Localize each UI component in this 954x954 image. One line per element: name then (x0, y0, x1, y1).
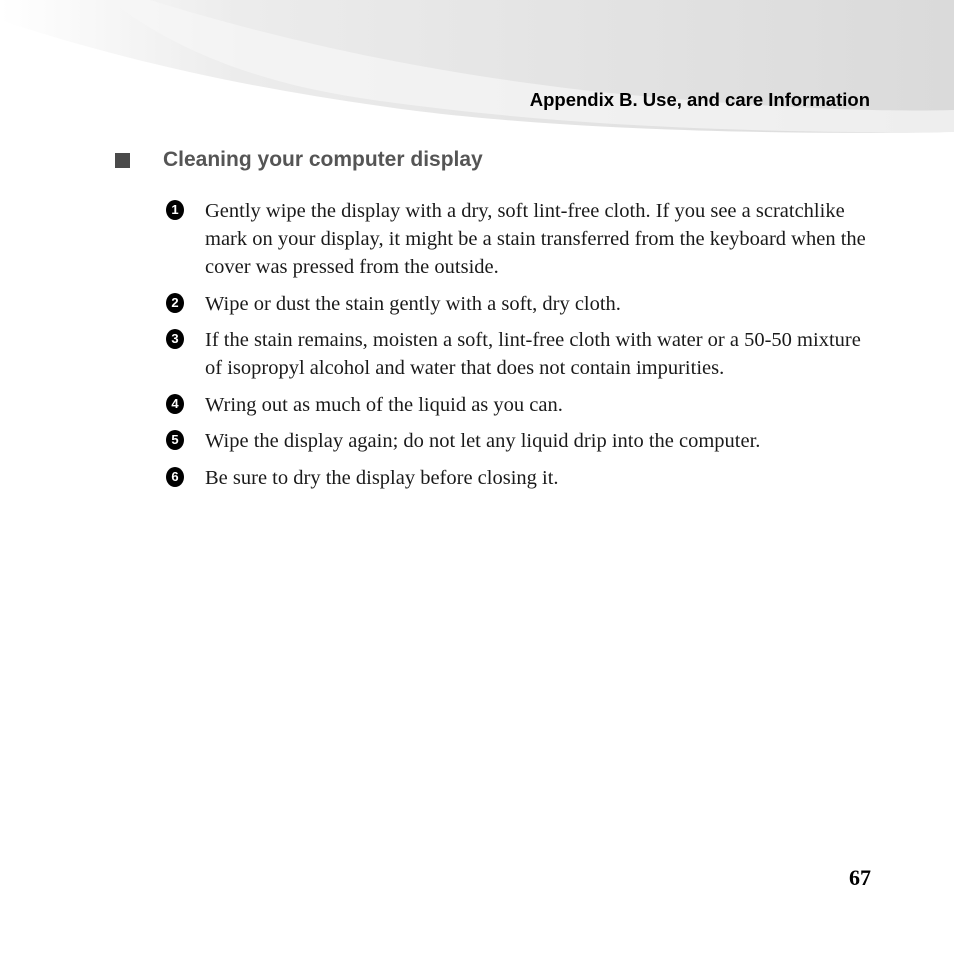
square-bullet-icon (115, 153, 130, 168)
running-head: Appendix B. Use, and care Information (529, 89, 870, 110)
step-number-2: 2 (166, 293, 184, 313)
step-list (166, 197, 876, 500)
section-heading (115, 148, 483, 172)
step-item-5 (166, 427, 876, 455)
step-number-6: 6 (166, 467, 184, 487)
step-number-4: 4 (166, 394, 184, 414)
step-item-6 (166, 464, 876, 492)
step-text-5: Wipe the display again; do not let any liquid drip into the computer. (205, 430, 761, 452)
step-number-5: 5 (166, 430, 184, 450)
header-decoration (0, 0, 954, 140)
step-number-1: 1 (166, 200, 184, 220)
step-item-3 (166, 326, 876, 382)
page-number: 67 (849, 865, 871, 890)
step-text-3: If the stain remains, moisten a soft, lint-free cloth with water or a 50-50 mixture of isopropyl alcohol and water that does not contain impurities. (205, 329, 861, 379)
step-text-4: Wring out as much of the liquid as you can. (205, 393, 563, 416)
step-item-1 (166, 197, 876, 281)
step-item-2 (166, 290, 876, 318)
step-text-2: Wipe or dust the stain gently with a soft, dry cloth. (205, 292, 621, 315)
step-number-3: 3 (166, 329, 184, 349)
step-text-6: Be sure to dry the display before closing it. (205, 466, 559, 489)
step-item-4 (166, 391, 876, 419)
section-title: Cleaning your computer display (163, 148, 483, 171)
step-text-1: Gently wipe the display with a dry, soft lint-free cloth. If you see a scratchlike mark on your display, it might be a stain transferred from the keyboard when the cover was pressed from the outside. (205, 200, 866, 278)
